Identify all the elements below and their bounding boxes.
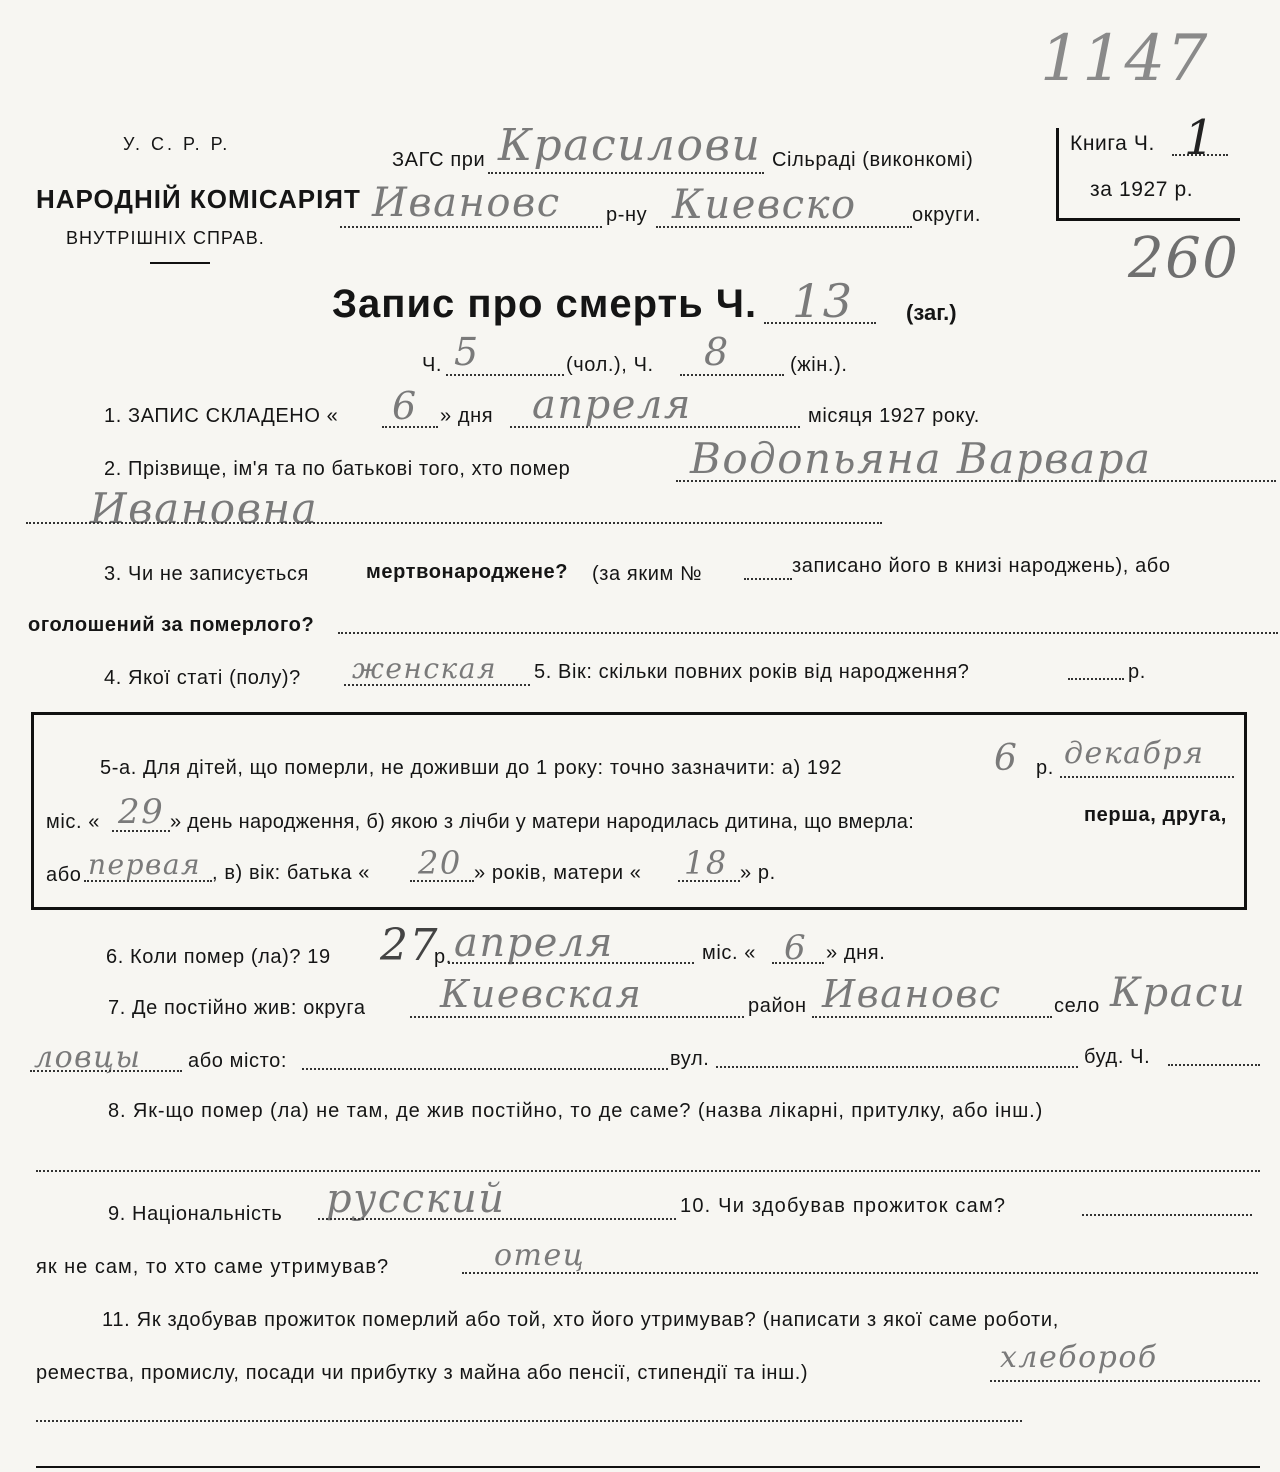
record-number: 13 (792, 274, 854, 328)
q7-misto-line (302, 1068, 668, 1070)
q10-label: 10. Чи здобував прожиток сам? (680, 1195, 1007, 1217)
book-extra-number: 260 (1128, 226, 1240, 291)
q9-line (318, 1218, 676, 1220)
q4-line (344, 684, 530, 686)
q5-label: 5. Вік: скільки повних років від народження? (534, 661, 970, 683)
q5a-father-line (410, 880, 474, 882)
q3-e-line (338, 632, 1278, 634)
q3-c: (за яким № (592, 563, 703, 585)
q9-label: 9. Національність (108, 1203, 283, 1225)
q2-name-line1: Водопьяна Варвара (690, 434, 1152, 483)
republic-label: У. С. Р. Р. (123, 134, 231, 154)
q7-bud-line (1168, 1064, 1260, 1066)
zags-okruha: Киевско (672, 182, 857, 228)
q5a-month: декабря (1064, 736, 1205, 771)
male-suffix: (чол.), Ч. (566, 354, 654, 376)
zags-rayon: Ивановс (372, 180, 561, 226)
q6-month: апреля (454, 920, 614, 966)
page-bottom-rule (36, 1466, 1260, 1468)
q1-label: 1. ЗАПИС СКЛАДЕНО « (104, 405, 339, 427)
q6-day-line (772, 962, 824, 964)
q4-value: женская (352, 652, 497, 685)
q11-value: хлебороб (1000, 1340, 1158, 1375)
q7-vul-line (716, 1066, 1078, 1068)
q5a-r: р. (1036, 757, 1054, 779)
q5a-mother-age: 18 (684, 844, 728, 882)
q5a-month-line (1060, 776, 1234, 778)
q5a-mother-label: » років, матери « (474, 862, 642, 884)
q10-b-label: як не сам, то хто саме утримував? (36, 1256, 390, 1278)
q5a-mis: міс. « (46, 811, 101, 833)
archive-number: 1147 (1040, 22, 1209, 96)
q5a-year-digit: 6 (994, 738, 1019, 779)
female-number: 8 (704, 330, 730, 374)
q7-rayon-line (812, 1016, 1052, 1018)
record-number-line (764, 322, 876, 324)
q1-day-line (382, 426, 438, 428)
q3-number-line (744, 578, 792, 580)
q7-okruha-line (410, 1016, 744, 1018)
department-label: ВНУТРІШНІХ СПРАВ. (66, 228, 265, 248)
q5a-order-options-text: перша, друга, (1084, 804, 1227, 826)
q7-misto: або місто: (188, 1050, 288, 1072)
q5a-father-age: 20 (418, 844, 462, 882)
q7-label: 7. Де постійно жив: округа (108, 997, 366, 1019)
q5a-day: 29 (118, 792, 165, 832)
q1-mid: » дня (440, 405, 494, 427)
q1-day: 6 (392, 384, 418, 428)
q6-label: 6. Коли помер (ла)? 19 (106, 946, 331, 968)
q5a-mother-line (678, 880, 740, 882)
q5a-order: первая (88, 848, 202, 881)
book-year: за 1927 р. (1090, 178, 1194, 201)
q7-selo-label: село (1054, 995, 1100, 1017)
q5-unit: р. (1128, 661, 1146, 683)
q6-day: 6 (784, 928, 808, 968)
q4-label: 4. Якої статі (полу)? (104, 667, 301, 689)
book-box-bottom (1056, 218, 1240, 221)
q3-b-text: мертвонароджене? (366, 561, 569, 583)
q11-line1: 11. Як здобував прожиток померлий або той, хто його утримував? (написати з якої саме роботи, (102, 1309, 1059, 1331)
zags-village-line (488, 172, 764, 174)
q11-line (36, 1420, 1022, 1422)
q3-e-text: оголошений за померлого? (28, 614, 315, 636)
q8-text: 8. Як-що помер (ла) не там, де жив постійно, то де саме? (назва лікарні, притулку, або інш.) (108, 1100, 1044, 1122)
q3-e (28, 614, 314, 637)
q7-selo-b: ловцы (34, 1040, 142, 1075)
q6-end: » дня. (826, 942, 886, 964)
q2-label: 2. Прізвище, ім'я та по батькові того, хто помер (104, 458, 571, 480)
male-number-line (446, 374, 564, 376)
book-number-line (1172, 154, 1228, 156)
q7-vul: вул. (670, 1048, 710, 1070)
q3-d: записано його в книзі народжень), або (792, 555, 1171, 577)
q5a-father-label: , в) вік: батька « (212, 862, 370, 884)
q5a-line2: » день народження, б) якою з лічби у матери народилась дитина, що вмерла: (170, 811, 915, 833)
q7-selo-line (30, 1070, 182, 1072)
q8-line (36, 1170, 1260, 1172)
commissariat-label: НАРОДНІЙ КОМІСАРІЯТ (36, 184, 361, 214)
q7-rayon: Ивановс (822, 972, 1002, 1016)
q11-line2: ремества, промислу, посади чи прибутку з майна або пенсії, стипендії та інш.) (36, 1362, 809, 1384)
q7-selo-a: Краси (1110, 970, 1247, 1016)
q3-a: 3. Чи не записується (104, 563, 309, 585)
q1-end: місяця 1927 року. (808, 405, 980, 427)
q10-line (1082, 1214, 1252, 1216)
q5a-line1: 5-а. Для дітей, що померли, не доживши до 1 року: точно зазначити: а) 192 (100, 757, 843, 779)
book-box-left (1056, 128, 1059, 220)
q2-line1 (676, 480, 1276, 482)
zags-council-label: Сільраді (виконкомі) (772, 149, 974, 171)
q3-b (366, 561, 568, 584)
zags-okruha-label: округи. (912, 204, 981, 226)
record-suffix: (заг.) (906, 300, 957, 325)
zags-rayon-label: р-ну (606, 204, 648, 226)
q1-month: апреля (532, 382, 692, 428)
q6-month-line (448, 962, 694, 964)
zags-rayon-line (340, 226, 602, 228)
zags-village: Красилови (498, 120, 762, 171)
zags-label: ЗАГС при (392, 149, 486, 171)
q7-okruha: Киевская (440, 972, 643, 1016)
zags-okruha-line (656, 226, 912, 228)
q2-name-line2: Ивановна (90, 484, 319, 533)
q2-line2 (26, 522, 882, 524)
q6-year: 27 (380, 920, 439, 971)
q10-b-line (462, 1272, 1258, 1274)
male-label: Ч. (422, 354, 443, 376)
q7-bud: буд. Ч. (1084, 1046, 1151, 1068)
book-label: Книга Ч. (1070, 132, 1155, 155)
q5a-order-line (84, 880, 212, 882)
q5a-end: » р. (740, 862, 776, 884)
q5a-day-line (112, 830, 170, 832)
q6-r: р. (434, 946, 452, 968)
header-divider (150, 262, 210, 264)
female-number-line (680, 374, 784, 376)
q5a-abo: або (46, 864, 82, 886)
q10-value: отец (494, 1238, 586, 1273)
q5-line (1068, 678, 1124, 680)
q5a-order-options (1084, 804, 1227, 827)
q1-month-line (510, 426, 800, 428)
q9-value: русский (326, 1176, 506, 1222)
male-number: 5 (454, 330, 480, 374)
form-title: Запис про смерть Ч. (332, 282, 758, 326)
q11-value-line (990, 1380, 1260, 1382)
q7-rayon-label: район (748, 995, 807, 1017)
q6-mis: міс. « (702, 942, 757, 964)
book-number: 1 (1184, 110, 1217, 166)
female-suffix: (жін.). (790, 354, 848, 376)
